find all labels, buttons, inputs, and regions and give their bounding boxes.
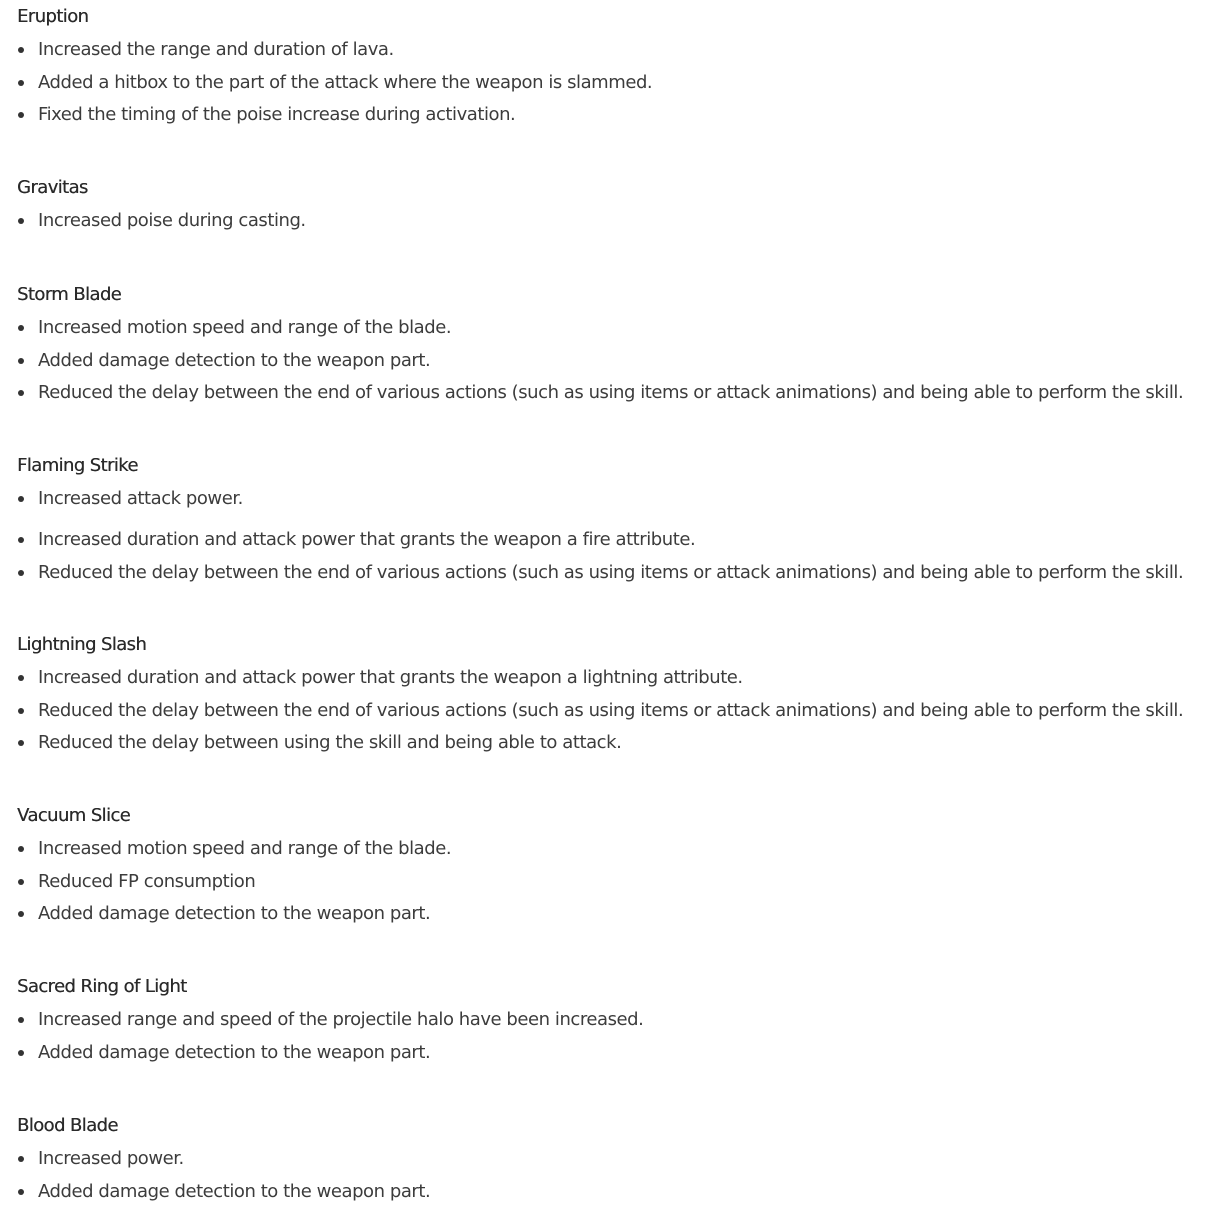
bullet-icon bbox=[18, 1017, 24, 1023]
list-item: Added damage detection to the weapon part. bbox=[17, 902, 1200, 926]
bullet-icon bbox=[18, 708, 24, 714]
section-vacuum-slice bbox=[17, 804, 1200, 926]
list-item: Reduced the delay between using the skill and being able to attack. bbox=[17, 731, 1200, 755]
section-storm-blade bbox=[17, 283, 1200, 405]
bullet-icon bbox=[18, 1050, 24, 1056]
bullet-icon bbox=[18, 112, 24, 118]
item-list bbox=[17, 1147, 1200, 1204]
list-item: Reduced the delay between the end of various actions (such as using items or attack animations) and being able to perform the skill. bbox=[17, 699, 1200, 723]
list-item: Increased attack power. bbox=[17, 487, 1200, 511]
list-item: Increased duration and attack power that grants the weapon a lightning attribute. bbox=[17, 666, 1200, 690]
section-title: Flaming Strike bbox=[17, 455, 138, 476]
section-lightning-slash bbox=[17, 633, 1200, 755]
list-item: Increased poise during casting. bbox=[17, 209, 1200, 233]
section-title: Lightning Slash bbox=[17, 634, 147, 655]
list-item: Increased the range and duration of lava. bbox=[17, 38, 1200, 62]
bullet-icon bbox=[18, 740, 24, 746]
list-item: Added damage detection to the weapon part. bbox=[17, 349, 1200, 373]
section-blood-blade bbox=[17, 1114, 1200, 1204]
section-title: Gravitas bbox=[17, 177, 88, 198]
bullet-icon bbox=[18, 879, 24, 885]
section-gravitas bbox=[17, 176, 1200, 233]
item-list bbox=[17, 316, 1200, 405]
bullet-icon bbox=[18, 1156, 24, 1162]
section-title: Sacred Ring of Light bbox=[17, 976, 187, 997]
bullet-icon bbox=[18, 80, 24, 86]
bullet-icon bbox=[18, 47, 24, 53]
list-item: Reduced FP consumption bbox=[17, 870, 1200, 894]
item-list bbox=[17, 487, 1200, 585]
section-sacred-ring-of-light bbox=[17, 975, 1200, 1065]
section-title: Blood Blade bbox=[17, 1115, 118, 1136]
item-list bbox=[17, 1008, 1200, 1065]
section-title: Eruption bbox=[17, 6, 89, 27]
bullet-icon bbox=[18, 1189, 24, 1195]
list-item: Increased range and speed of the projectile halo have been increased. bbox=[17, 1008, 1200, 1032]
bullet-icon bbox=[18, 358, 24, 364]
section-flaming-strike bbox=[17, 454, 1200, 585]
list-item: Added damage detection to the weapon part. bbox=[17, 1041, 1200, 1065]
bullet-icon bbox=[18, 675, 24, 681]
bullet-icon bbox=[18, 325, 24, 331]
section-title: Storm Blade bbox=[17, 284, 122, 305]
item-list bbox=[17, 837, 1200, 926]
list-item: Reduced the delay between the end of various actions (such as using items or attack animations) and being able to perform the skill. bbox=[17, 561, 1200, 585]
bullet-icon bbox=[18, 218, 24, 224]
list-item: Increased motion speed and range of the blade. bbox=[17, 316, 1200, 340]
list-item: Increased power. bbox=[17, 1147, 1200, 1171]
bullet-icon bbox=[18, 911, 24, 917]
list-item: Increased motion speed and range of the blade. bbox=[17, 837, 1200, 861]
bullet-icon bbox=[18, 846, 24, 852]
list-item: Added damage detection to the weapon part. bbox=[17, 1180, 1200, 1204]
item-list bbox=[17, 38, 1200, 127]
bullet-icon bbox=[18, 496, 24, 502]
bullet-icon bbox=[18, 570, 24, 576]
list-item: Reduced the delay between the end of various actions (such as using items or attack animations) and being able to perform the skill. bbox=[17, 381, 1200, 405]
list-item: Increased duration and attack power that grants the weapon a fire attribute. bbox=[17, 528, 1200, 552]
bullet-icon bbox=[18, 390, 24, 396]
list-item: Added a hitbox to the part of the attack where the weapon is slammed. bbox=[17, 71, 1200, 95]
list-item: Fixed the timing of the poise increase during activation. bbox=[17, 103, 1200, 127]
section-title: Vacuum Slice bbox=[17, 805, 131, 826]
section-eruption bbox=[17, 5, 1200, 127]
item-list bbox=[17, 209, 1200, 233]
item-list bbox=[17, 666, 1200, 755]
bullet-icon bbox=[18, 537, 24, 543]
